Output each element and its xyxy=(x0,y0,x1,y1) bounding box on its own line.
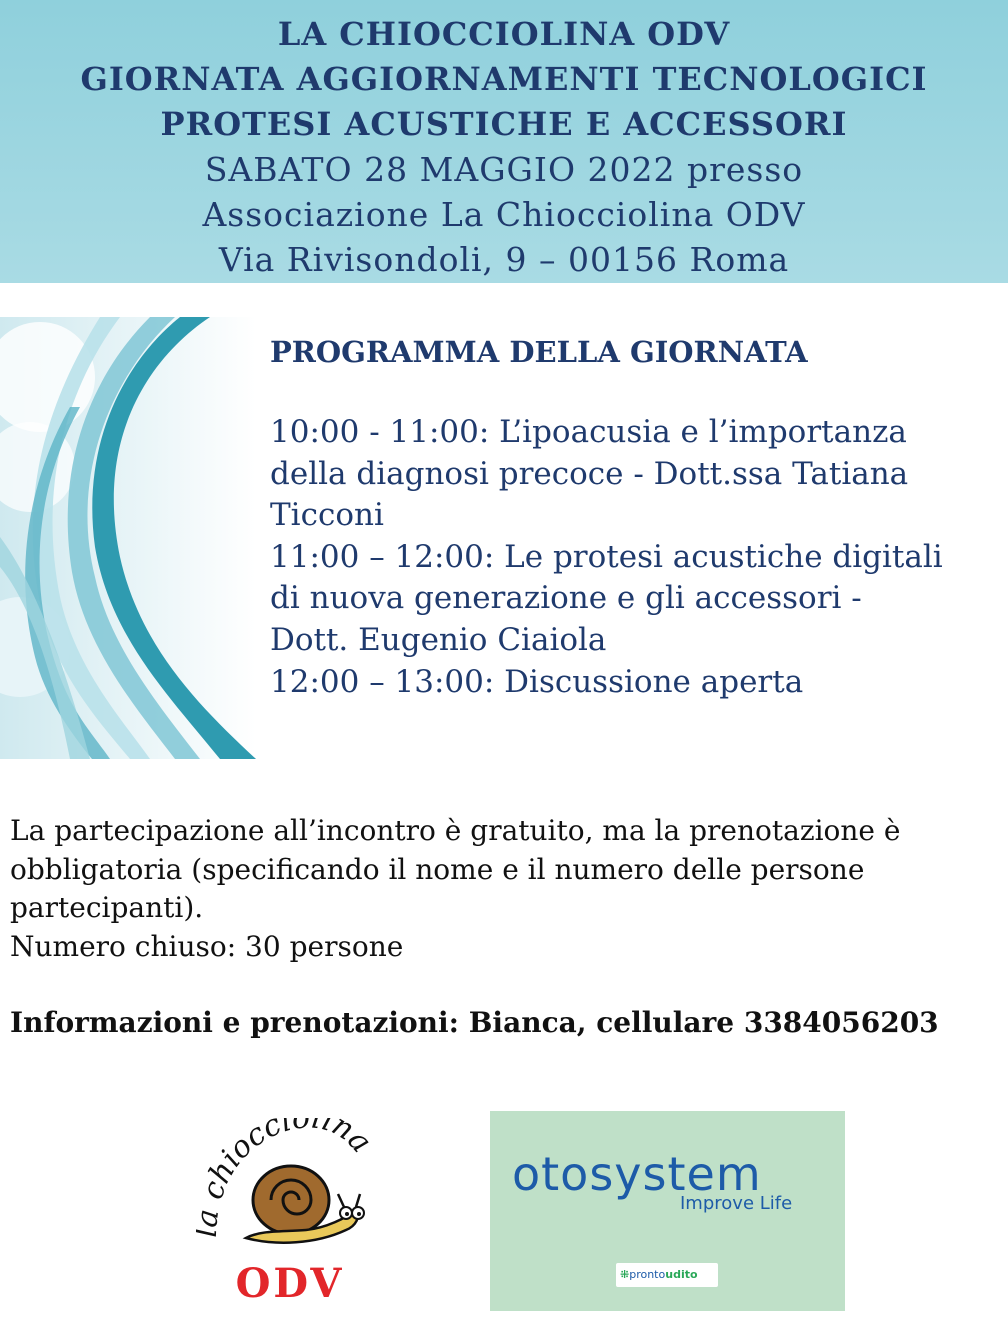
otosystem-tagline: Improve Life xyxy=(680,1193,793,1214)
info-line: obbligatoria (specificando il nome e il numero delle persone xyxy=(10,852,865,886)
prontoudito-badge xyxy=(616,1263,718,1287)
prontoudito-icon: ⁜ xyxy=(620,1268,630,1281)
header-banner xyxy=(0,0,1008,283)
decorative-swoosh-image xyxy=(0,317,256,759)
info-line: Numero chiuso: 30 persone xyxy=(10,929,404,963)
event-venue: Associazione La Chiocciolina ODV xyxy=(202,195,806,234)
info-line: La partecipazione all’incontro è gratuito, ma la prenotazione è xyxy=(10,814,901,847)
program-title: PROGRAMMA DELLA GIORNATA xyxy=(270,335,808,369)
pronto-text: pronto xyxy=(629,1268,666,1281)
chiocciolina-script-text: chiocciolina xyxy=(196,1118,379,1204)
otosystem-logo xyxy=(490,1111,845,1311)
udito-text: udito xyxy=(665,1268,698,1281)
program-line: Dott. Eugenio Ciaiola xyxy=(270,621,607,658)
chiocciolina-odv-text: ODV xyxy=(235,1260,345,1307)
header-title: LA CHIOCCIOLINA ODV xyxy=(277,15,731,53)
otosystem-wordmark: otosystem xyxy=(512,1147,762,1201)
header-subtitle: GIORNATA AGGIORNAMENTI TECNOLOGICI xyxy=(80,60,928,98)
program-list xyxy=(270,412,1000,703)
program-line: di nuova generazione e gli accessori - xyxy=(270,580,862,617)
program-line: della diagnosi precoce - Dott.ssa Tatiana xyxy=(270,455,909,492)
header-subtitle-2: PROTESI ACUSTICHE E ACCESSORI xyxy=(160,105,848,143)
event-date: SABATO 28 MAGGIO 2022 presso xyxy=(204,150,804,189)
info-line: partecipanti). xyxy=(10,891,204,924)
contact-info: Informazioni e prenotazioni: Bianca, cellulare 3384056203 xyxy=(10,1006,939,1039)
participation-info xyxy=(10,812,1000,966)
program-line: 12:00 – 13:00: Discussione aperta xyxy=(270,663,804,700)
program-line: Ticconi xyxy=(270,497,384,534)
program-line: 11:00 – 12:00: Le protesi acustiche digitali xyxy=(270,538,943,575)
event-address: Via Rivisondoli, 9 – 00156 Roma xyxy=(218,240,790,279)
program-section xyxy=(270,330,1000,703)
program-line: 10:00 - 11:00: L’ipoacusia e l’importanza xyxy=(270,414,907,450)
